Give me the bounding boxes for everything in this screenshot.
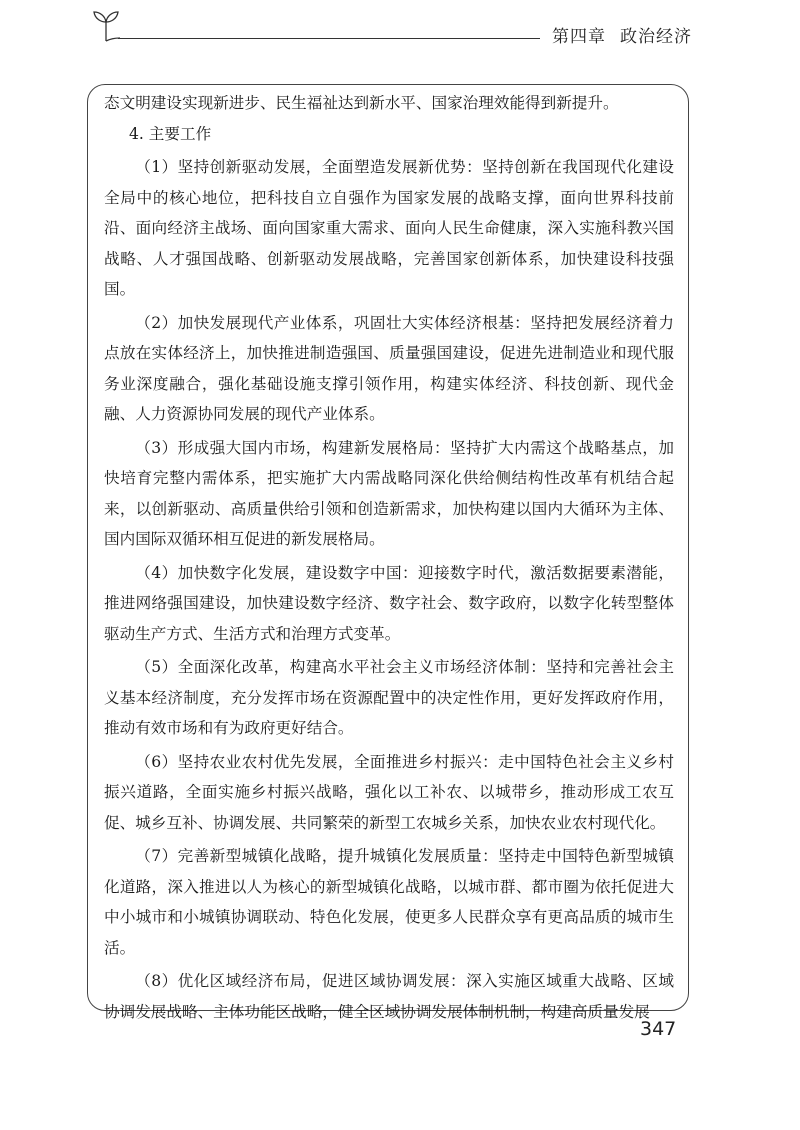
header-rule bbox=[118, 38, 540, 39]
paragraph-2: （2）加快发展现代产业体系，巩固壮大实体经济根基：坚持把发展经济着力点放在实体经济上，加快推进制造强国、质量强国建设，促进先进制造业和现代服务业深度融合，强化基础设施支撑引领作用，构建实体经济、科技创新、现代金融、人力资源协同发展的现代产业体系。 bbox=[104, 313, 674, 423]
chapter-title: 政治经济 bbox=[620, 27, 692, 47]
paragraph-3: （3）形成强大国内市场，构建新发展格局：坚持扩大内需这个战略基点，加快培育完整内需体系，把实施扩大内需战略同深化供给侧结构性改革有机结合起来，以创新驱动、高质量供给引领和创造新需求，加快构建以国内大循环为主体、国内国际双循环相互促进的新发展格局。 bbox=[104, 438, 674, 548]
paragraph-6: （6）坚持农业农村优先发展，全面推进乡村振兴：走中国特色社会主义乡村振兴道路，全面实施乡村振兴战略，强化以工补农、以城带乡，推动形成工农互促、城乡互补、协调发展、共同繁荣的新型工农城乡关系，加快农业农村现代化。 bbox=[104, 752, 674, 832]
paragraph-4: （4）加快数字化发展，建设数字中国：迎接数字时代，激活数据要素潜能，推进网络强国建设，加快建设数字经济、数字社会、数字政府，以数字化转型整体驱动生产方式、生活方式和治理方式变革。 bbox=[104, 563, 674, 643]
paragraph-7: （7）完善新型城镇化战略，提升城镇化发展质量：坚持走中国特色新型城镇化道路，深入推进以人为核心的新型城镇化战略，以城市群、都市圈为依托促进大中小城市和小城镇协调联动、特色化发展，使更多人民群众享有更高品质的城市生活。 bbox=[104, 847, 674, 957]
sprout-icon bbox=[90, 8, 122, 42]
chapter-label: 第四章 bbox=[552, 27, 606, 47]
paragraph-5: （5）全面深化改革，构建高水平社会主义市场经济体制：坚持和完善社会主义基本经济制度，充分发挥市场在资源配置中的决定性作用，更好发挥政府作用，推动有效市场和有为政府更好结合。 bbox=[104, 658, 674, 737]
section-heading: 4. 主要工作 bbox=[128, 124, 212, 143]
page-body bbox=[104, 88, 674, 1027]
continued-line: 态文明建设实现新进步、民生福祉达到新水平、国家治理效能得到新提升。 bbox=[104, 94, 619, 112]
running-header bbox=[552, 22, 692, 47]
paragraph-8: （8）优化区域经济布局，促进区域协调发展：深入实施区域重大战略、区域协调发展战略、主体功能区战略，健全区域协调发展体制机制，构建高质量发展 bbox=[104, 972, 674, 1021]
page-number: 347 bbox=[640, 1018, 677, 1040]
paragraph-1: （1）坚持创新驱动发展，全面塑造发展新优势：坚持创新在我国现代化建设全局中的核心地位，把科技自立自强作为国家发展的战略支撑，面向世界科技前沿、面向经济主战场、面向国家重大需求、面向人民生命健康，深入实施科教兴国战略、人才强国战略、创新驱动发展战略，完善国家创新体系，加快建设科技强国。 bbox=[104, 158, 674, 298]
